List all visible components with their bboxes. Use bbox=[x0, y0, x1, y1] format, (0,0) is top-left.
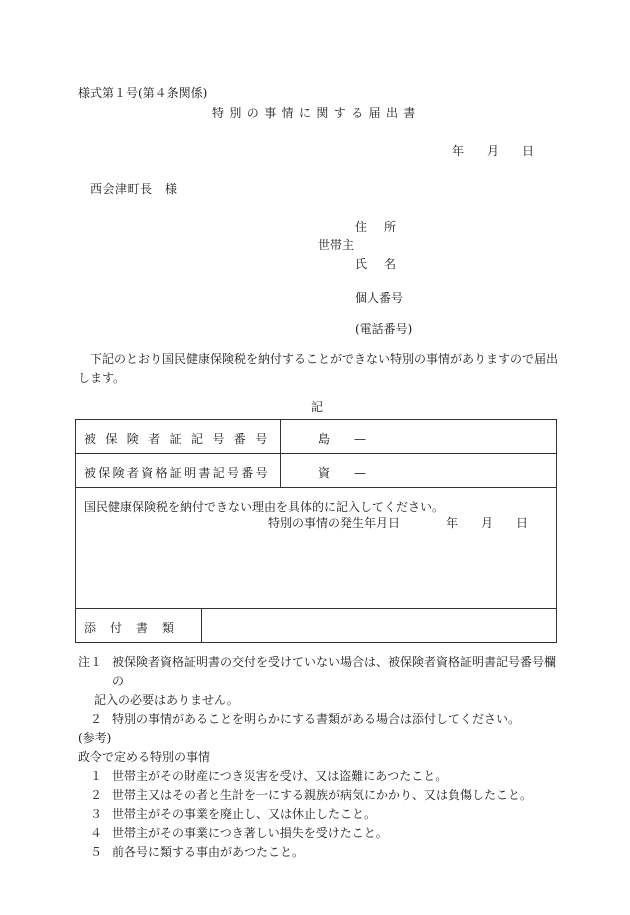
table-divider bbox=[76, 487, 556, 488]
attachments-label: 添付書類 bbox=[84, 621, 189, 635]
list-item-text: 世帯主又はその者と生計を一にする親族が病気にかかり、又は負傷したこと。 bbox=[112, 788, 533, 802]
note-1-line-1: 被保険者資格証明書の交付を受けていない場合は、被保険者資格証明書記号番号欄の bbox=[112, 655, 557, 688]
date-month-label: 月 bbox=[487, 144, 500, 158]
household-head-label: 世帯主 bbox=[318, 238, 355, 252]
note-2 bbox=[78, 710, 560, 729]
list-item-number: １ bbox=[90, 769, 103, 783]
note-2-number: ２ bbox=[90, 712, 103, 726]
form-number: 様式第１号(第４条関係) bbox=[78, 86, 208, 100]
reference-label: (参考) bbox=[78, 731, 112, 745]
list-item-number: ３ bbox=[90, 807, 103, 821]
addressee: 西会津町長 様 bbox=[90, 182, 178, 196]
list-item-number: ５ bbox=[90, 845, 103, 859]
occurrence-month-label: 月 bbox=[481, 516, 494, 530]
list-item bbox=[78, 843, 560, 862]
phone-label: (電話番号) bbox=[355, 322, 413, 336]
date-day-label: 日 bbox=[522, 144, 535, 158]
occurrence-date-label: 特別の事情の発生年月日 bbox=[268, 516, 401, 530]
list-item-number: ２ bbox=[90, 788, 103, 802]
notes-section bbox=[78, 653, 560, 862]
table-divider bbox=[280, 420, 281, 488]
reason-instruction: 国民健康保険税を納付できない理由を具体的に記入してください。 bbox=[84, 500, 445, 514]
date-year-label: 年 bbox=[452, 144, 465, 158]
list-item bbox=[78, 786, 560, 805]
individual-number-label: 個人番号 bbox=[355, 291, 404, 305]
note-2-text: 特別の事情があることを明らかにする書類がある場合は添付してください。 bbox=[112, 712, 521, 726]
list-item-text: 世帯主がその財産につき災害を受け、又は盗難にあつたこと。 bbox=[112, 769, 448, 783]
eligibility-certificate-number-value: 資 — bbox=[318, 466, 367, 480]
insurance-card-number-label: 被保険者証記号番号 bbox=[84, 432, 277, 446]
list-item-text: 世帯主がその事業につき著しい損失を受けたこと。 bbox=[112, 826, 388, 840]
note-1-prefix: 注１ bbox=[78, 655, 103, 669]
eligibility-certificate-number-label: 被保険者資格証明書記号番号 bbox=[84, 466, 270, 480]
list-item bbox=[78, 805, 560, 824]
body-text: 下記のとおり国民健康保険税を納付することができない特別の事情がありますので届出します。 bbox=[78, 352, 559, 385]
name-label: 氏名 bbox=[355, 257, 414, 271]
note-1-line-2: 記入の必要はありません。 bbox=[94, 693, 239, 707]
list-item bbox=[78, 824, 560, 843]
table-divider bbox=[76, 453, 556, 454]
occurrence-day-label: 日 bbox=[516, 516, 529, 530]
note-1 bbox=[78, 653, 560, 710]
table-divider bbox=[76, 608, 556, 609]
document-title: 特別の事情に関する届出書 bbox=[212, 106, 421, 120]
table-divider bbox=[201, 608, 202, 643]
list-item-text: 前各号に類する事由があつたこと。 bbox=[112, 845, 305, 859]
gov-ordinance-heading: 政令で定める特別の事情 bbox=[78, 750, 211, 764]
insurance-card-number-value: 島 — bbox=[318, 432, 367, 446]
list-item-text: 世帯主がその事業を廃止し、又は休止したこと。 bbox=[112, 807, 377, 821]
occurrence-year-label: 年 bbox=[446, 516, 459, 530]
list-item bbox=[78, 767, 560, 786]
list-item-number: ４ bbox=[90, 826, 103, 840]
ki-heading: 記 bbox=[311, 400, 324, 414]
address-label: 住所 bbox=[355, 220, 414, 234]
details-table bbox=[75, 419, 557, 643]
